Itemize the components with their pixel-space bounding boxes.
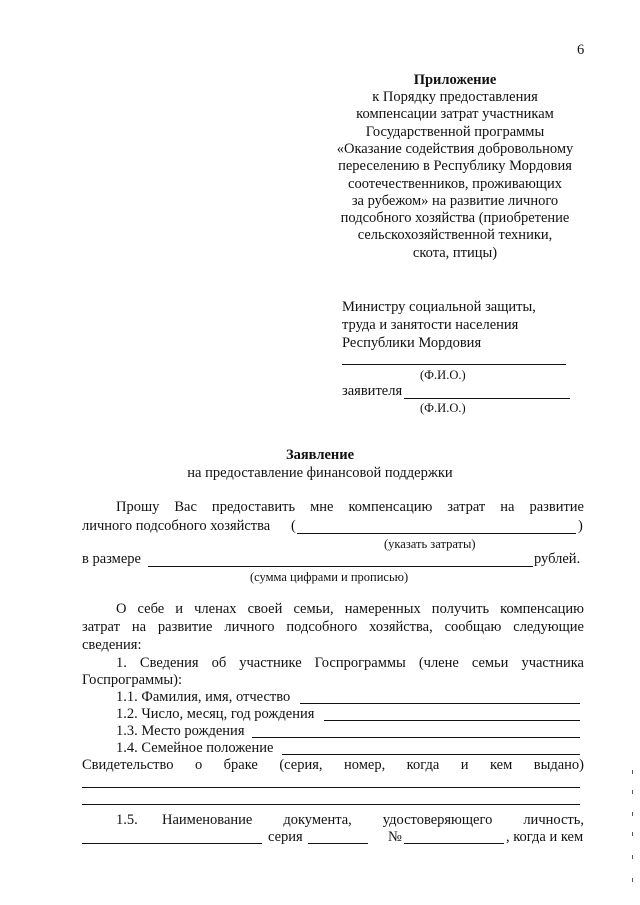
appendix-line: соотечественников, проживающих bbox=[348, 175, 562, 192]
statement-title: Заявление bbox=[285, 447, 355, 463]
appendix-line: компенсации затрат участникам bbox=[356, 106, 554, 123]
appendix-line: к Порядку предоставления bbox=[372, 89, 538, 105]
appendix-line: Государственной программы bbox=[365, 123, 545, 140]
doc-name-line[interactable] bbox=[82, 843, 262, 844]
doc-number: 1.5. bbox=[116, 812, 138, 828]
statement-subtitle: на предоставление финансовой поддержки bbox=[187, 465, 453, 481]
field-birthdate-label: 1.2. Число, месяц, год рождения bbox=[116, 706, 315, 722]
scan-mark bbox=[632, 790, 633, 794]
appendix-line: «Оказание содействия добровольному bbox=[336, 140, 574, 157]
scan-mark bbox=[632, 770, 633, 774]
addressee-line: труда и занятости населения bbox=[342, 317, 519, 333]
expenses-line bbox=[297, 533, 576, 534]
marriage-certificate-label: Свидетельство о браке (серия, номер, когда и кем выдано) bbox=[82, 757, 584, 773]
doc-line-1: Наименование документа, удостоверяющего личность, bbox=[162, 812, 584, 828]
expenses-open-paren: ( bbox=[291, 518, 296, 534]
page-number: 6 bbox=[577, 42, 585, 58]
expenses-close-paren: ) bbox=[578, 518, 583, 534]
appendix-line: за рубежом» на развитие личного bbox=[351, 192, 559, 209]
appendix-title: Приложение bbox=[413, 72, 497, 88]
appendix-line: скота, птицы) bbox=[412, 244, 498, 261]
scan-mark bbox=[632, 855, 633, 859]
about-line-3: сведения: bbox=[82, 637, 142, 653]
field-birthplace-line[interactable] bbox=[252, 737, 580, 738]
applicant-label: заявителя bbox=[342, 383, 403, 399]
applicant-fio-line bbox=[404, 398, 570, 399]
amount-unit: рублей. bbox=[534, 551, 581, 567]
field-fio-line[interactable] bbox=[300, 703, 580, 704]
fio-hint-1: (Ф.И.О.) bbox=[420, 368, 466, 382]
scan-mark bbox=[632, 812, 633, 816]
doc-number-line[interactable] bbox=[404, 843, 504, 844]
amount-line bbox=[148, 566, 533, 567]
request-line-1: Прошу Вас предоставить мне компенсацию затрат на развитие bbox=[116, 499, 584, 515]
marriage-line-1[interactable] bbox=[82, 787, 580, 788]
doc-series-line[interactable] bbox=[308, 843, 368, 844]
scan-mark bbox=[632, 832, 633, 836]
expenses-hint: (указать затраты) bbox=[384, 537, 476, 551]
amount-label: в размере bbox=[82, 551, 141, 567]
addressee-fio-line bbox=[342, 364, 566, 365]
scan-mark bbox=[632, 878, 633, 882]
addressee-line: Министру социальной защиты, bbox=[342, 299, 536, 315]
about-line-1: О себе и членах своей семьи, намеренных получить компенсацию bbox=[116, 601, 584, 617]
addressee-line: Республики Мордовия bbox=[342, 335, 482, 351]
field-birthplace-label: 1.3. Место рождения bbox=[116, 723, 245, 739]
doc-number-label: № bbox=[388, 829, 402, 845]
marriage-line-2[interactable] bbox=[82, 804, 580, 805]
section1-line-1: 1. Сведения об участнике Госпрограммы (члене семьи участника bbox=[116, 655, 584, 671]
field-marital-label: 1.4. Семейное положение bbox=[116, 740, 274, 756]
field-marital-line[interactable] bbox=[282, 754, 580, 755]
appendix-line: переселению в Республику Мордовия bbox=[338, 158, 572, 175]
about-line-2: затрат на развитие личного подсобного хозяйства, сообщаю следующие bbox=[82, 619, 584, 635]
doc-series-label: серия bbox=[268, 829, 303, 845]
appendix-line: подсобного хозяйства (приобретение bbox=[340, 210, 570, 227]
section1-line-2: Госпрограммы): bbox=[82, 672, 182, 688]
request-line-2-label: личного подсобного хозяйства bbox=[82, 518, 271, 534]
doc-when-label: , когда и кем bbox=[506, 829, 584, 845]
amount-hint: (сумма цифрами и прописью) bbox=[250, 570, 409, 584]
fio-hint-2: (Ф.И.О.) bbox=[420, 401, 466, 415]
field-fio-label: 1.1. Фамилия, имя, отчество bbox=[116, 689, 291, 705]
appendix-line: сельскохозяйственной техники, bbox=[357, 227, 553, 244]
field-birthdate-line[interactable] bbox=[324, 720, 580, 721]
